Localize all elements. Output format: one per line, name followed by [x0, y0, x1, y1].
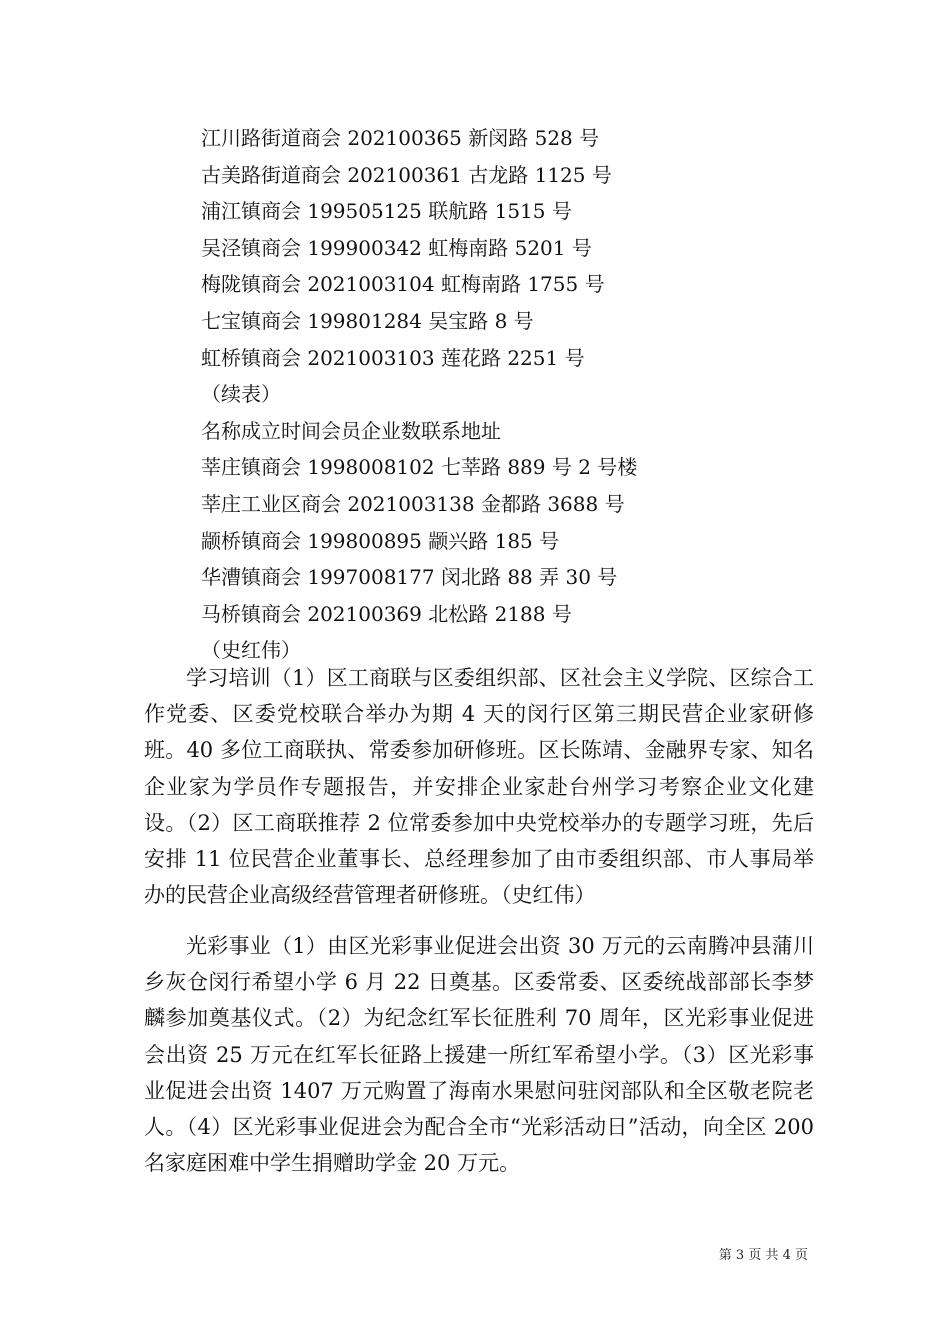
table-row: 梅陇镇商会 2021003104 虹梅南路 1755 号 [201, 272, 605, 297]
table-row: 莘庄工业区商会 2021003138 金都路 3688 号 [201, 491, 625, 516]
table-row: 马桥镇商会 202100369 北松路 2188 号 [201, 601, 572, 626]
table-row: 虹桥镇商会 2021003103 莲花路 2251 号 [201, 345, 585, 370]
table-row: 江川路街道商会 202100365 新闵路 528 号 [201, 126, 600, 150]
table-row: 古美路街道商会 202100361 古龙路 1125 号 [201, 162, 612, 187]
paragraph-study-training: 学习培训（1）区工商联与区委组织部、区社会主义学院、区综合工作党委、区委党校联合举办为期 4 天的闵行区第三期民营企业家研修班。40 多位工商联执、常委参加研修班。区长陈靖、金融界专家、知名企业家为学员作专题报告，并安排企业家赴台州学习考察企业文化建设。（2）区工商联推荐 2 位常委参加中央党校举办的专题学习班，先后安排 11 位民营企业董事长、总经理参加了由市委组织部、市人事局举办的民营企业高级经营管理者研修班。（史红伟） [144, 666, 814, 908]
author-credit: （史红伟） [201, 638, 301, 663]
table-header: 名称成立时间会员企业数联系地址 [201, 418, 501, 443]
chamber-table [201, 120, 637, 669]
table-row: 七宝镇商会 199801284 吴宝路 8 号 [201, 308, 534, 333]
table-row: 华漕镇商会 1997008177 闵北路 88 弄 30 号 [201, 565, 618, 590]
table-row: 浦江镇商会 199505125 联航路 1515 号 [201, 199, 572, 224]
continued-label: （续表） [201, 382, 281, 407]
table-row: 颛桥镇商会 199800895 颛兴路 185 号 [201, 528, 560, 553]
table-row: 莘庄镇商会 1998008102 七莘路 889 号 2 号楼 [201, 455, 638, 480]
table-row: 吴泾镇商会 199900342 虹梅南路 5201 号 [201, 235, 592, 260]
page-number: 第 3 页 共 4 页 [718, 1248, 808, 1263]
paragraph-guangcai-cause: 光彩事业（1）由区光彩事业促进会出资 30 万元的云南腾冲县蒲川乡灰仓闵行希望小学 6 月 22 日奠基。区委常委、区委统战部部长李梦麟参加奠基仪式。（2）为纪念红军长征胜利 70 周年，区光彩事业促进会出资 25 万元在红军长征路上援建一所红军希望小学。（3）区光彩事业促进会出资 1407 万元购置了海南水果慰问驻闵部队和全区敬老院老人。（4）区光彩事业促进会为配合全市“光彩活动日”活动，向全区 200 名家庭困难中学生捐赠助学金 20 万元。 [144, 934, 814, 1176]
